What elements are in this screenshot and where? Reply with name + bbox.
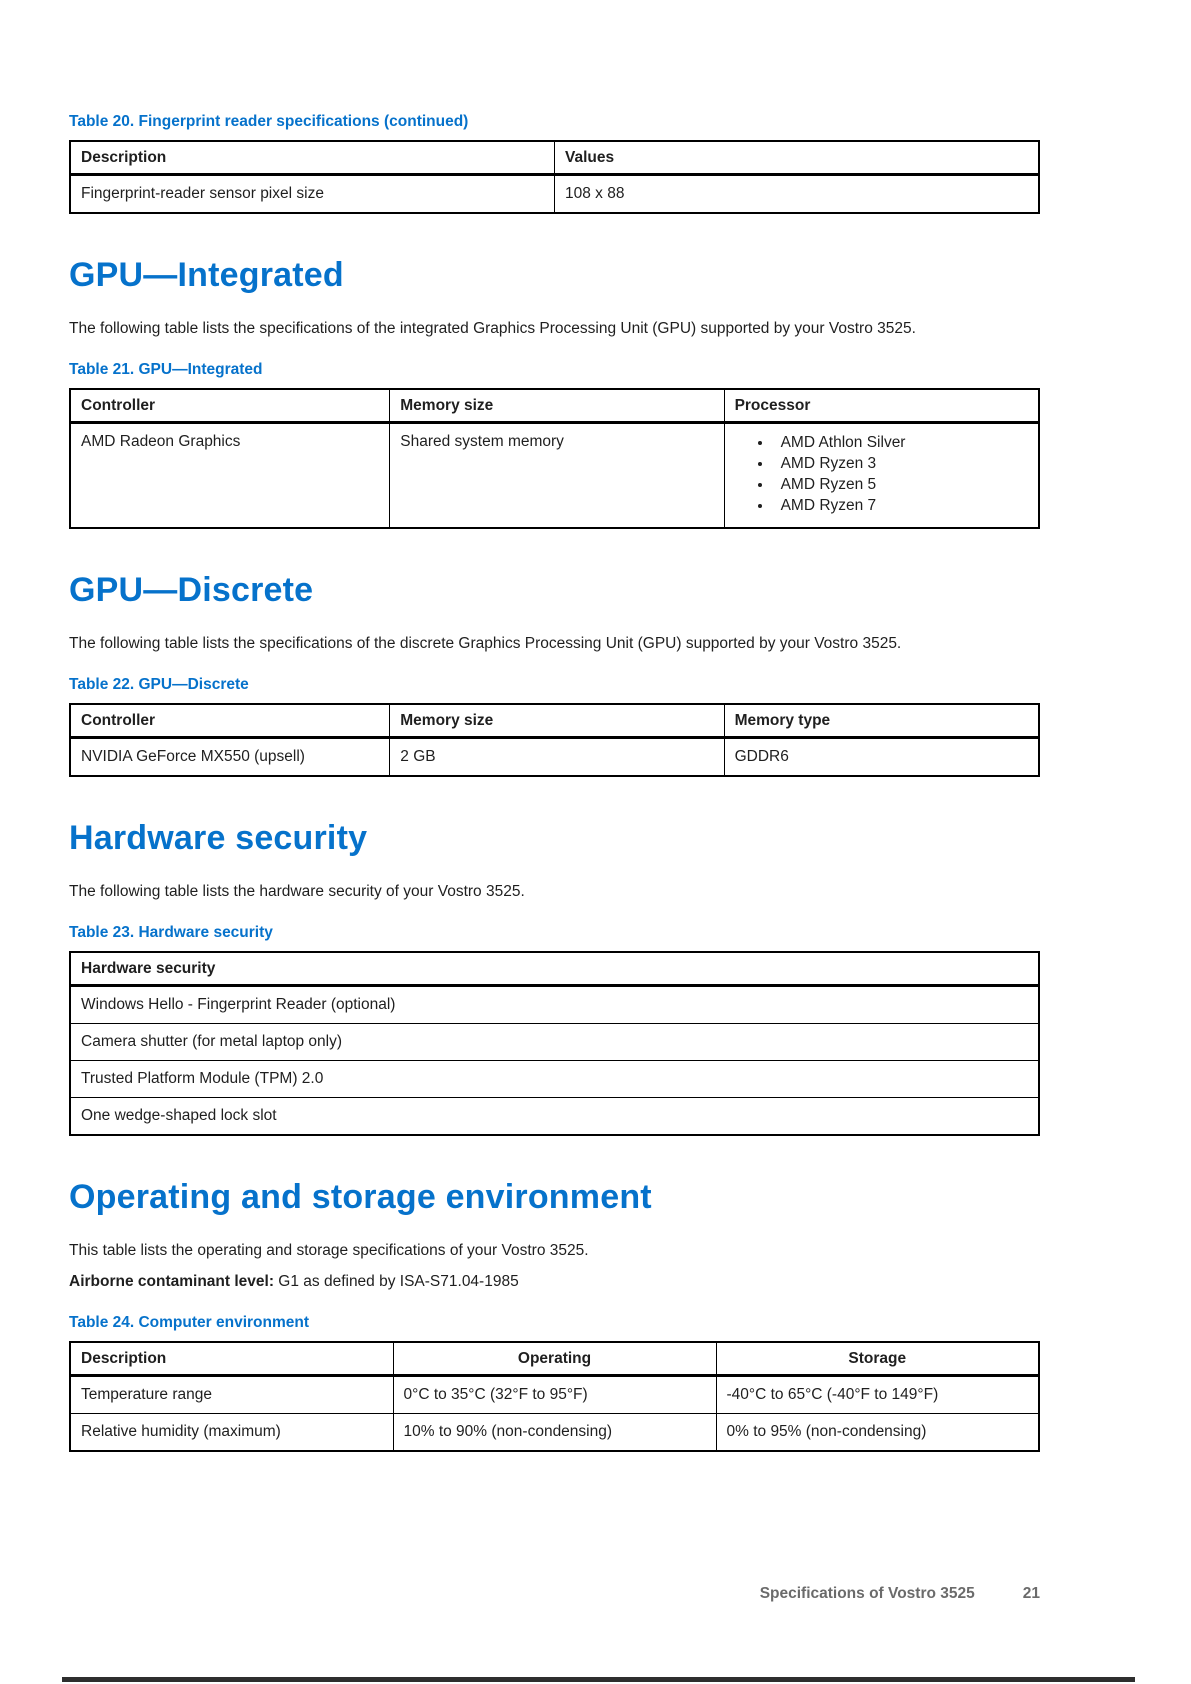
footer-document-title: Specifications of Vostro 3525: [759, 1585, 975, 1602]
page-content: [69, 0, 1040, 1452]
cell-operating: 0°C to 35°C (32°F to 95°F): [393, 1375, 716, 1413]
hardware-security-table: [69, 951, 1040, 1136]
cell-memory-type: GDDR6: [724, 737, 1039, 776]
table-caption-23: Table 23. Hardware security: [69, 923, 273, 941]
cell-processors: [724, 422, 1039, 528]
cell-controller: NVIDIA GeForce MX550 (upsell): [70, 737, 390, 776]
airborne-contaminant-value: G1 as defined by ISA-S71.04-1985: [273, 1272, 519, 1290]
gpu-discrete-intro: The following table lists the specifications of the discrete Graphics Processing Unit (GPU) supported by your Vostro 3525.: [69, 634, 902, 652]
table-row: [70, 1375, 1039, 1413]
cell-security-feature: One wedge-shaped lock slot: [70, 1097, 1039, 1135]
cell-memory-size: Shared system memory: [390, 422, 724, 528]
table-row: [70, 175, 1039, 214]
cell-security-feature: Camera shutter (for metal laptop only): [70, 1023, 1039, 1060]
cell-storage: -40°C to 65°C (-40°F to 149°F): [716, 1375, 1039, 1413]
processor-item: • AMD Athlon Silver: [773, 434, 1028, 452]
table-row: [70, 422, 1039, 528]
cell-description: Temperature range: [70, 1375, 393, 1413]
table-header-row: [70, 952, 1039, 986]
table-row: [70, 1023, 1039, 1060]
column-header-memory-size: Memory size: [390, 389, 724, 423]
hardware-security-intro: The following table lists the hardware security of your Vostro 3525.: [69, 882, 525, 900]
column-header-controller: Controller: [70, 389, 390, 423]
table-caption-24: Table 24. Computer environment: [69, 1313, 310, 1331]
page-footer: [760, 1585, 1040, 1603]
table-header-row: [70, 141, 1039, 175]
airborne-contaminant-label: Airborne contaminant level:: [69, 1272, 274, 1290]
cell-security-feature: Windows Hello - Fingerprint Reader (optional): [70, 985, 1039, 1023]
table-row: [70, 1097, 1039, 1135]
table-caption-21: Table 21. GPU—Integrated: [69, 360, 263, 378]
table-row: [70, 985, 1039, 1023]
footer-page-number: 21: [1022, 1585, 1040, 1602]
fingerprint-specs-table: [69, 140, 1040, 214]
table-header-row: [70, 1342, 1039, 1376]
heading-environment: Operating and storage environment: [69, 1177, 652, 1216]
processor-list: [735, 434, 1028, 515]
processor-item: • AMD Ryzen 7: [773, 497, 1028, 515]
column-header-values: Values: [555, 141, 1040, 175]
column-header-storage: Storage: [716, 1342, 1039, 1376]
cell-operating: 10% to 90% (non-condensing): [393, 1413, 716, 1451]
table-row: [70, 737, 1039, 776]
environment-intro: This table lists the operating and storage specifications of your Vostro 3525.: [69, 1241, 589, 1259]
column-header-hardware-security: Hardware security: [70, 952, 1039, 986]
gpu-integrated-table: [69, 388, 1040, 529]
column-header-processor: Processor: [724, 389, 1039, 423]
table-header-row: [70, 389, 1039, 423]
bottom-edge-bar: [62, 1677, 1135, 1682]
column-header-controller: Controller: [70, 704, 390, 738]
table-caption-22: Table 22. GPU—Discrete: [69, 675, 249, 693]
gpu-discrete-table: [69, 703, 1040, 777]
column-header-operating: Operating: [393, 1342, 716, 1376]
column-header-memory-size: Memory size: [390, 704, 724, 738]
cell-security-feature: Trusted Platform Module (TPM) 2.0: [70, 1060, 1039, 1097]
cell-description: Relative humidity (maximum): [70, 1413, 393, 1451]
processor-item: • AMD Ryzen 3: [773, 455, 1028, 473]
cell-controller: AMD Radeon Graphics: [70, 422, 390, 528]
processor-item: • AMD Ryzen 5: [773, 476, 1028, 494]
computer-environment-table: [69, 1341, 1040, 1452]
heading-hardware-security: Hardware security: [69, 818, 368, 857]
heading-gpu-discrete: GPU—Discrete: [69, 570, 314, 609]
gpu-integrated-intro: The following table lists the specifications of the integrated Graphics Processing Unit (GPU) supported by your Vostro 3525.: [69, 320, 916, 337]
airborne-contaminant-line: [69, 1272, 1040, 1293]
column-header-description: Description: [70, 141, 555, 175]
column-header-memory-type: Memory type: [724, 704, 1039, 738]
cell-memory-size: 2 GB: [390, 737, 724, 776]
heading-gpu-integrated: GPU—Integrated: [69, 256, 344, 294]
table-header-row: [70, 704, 1039, 738]
table-row: [70, 1060, 1039, 1097]
cell-storage: 0% to 95% (non-condensing): [716, 1413, 1039, 1451]
table-caption-20: Table 20. Fingerprint reader specifications (continued): [69, 113, 469, 130]
cell-value: 108 x 88: [555, 175, 1040, 214]
cell-description: Fingerprint-reader sensor pixel size: [70, 175, 555, 214]
table-row: [70, 1413, 1039, 1451]
column-header-description: Description: [70, 1342, 393, 1376]
